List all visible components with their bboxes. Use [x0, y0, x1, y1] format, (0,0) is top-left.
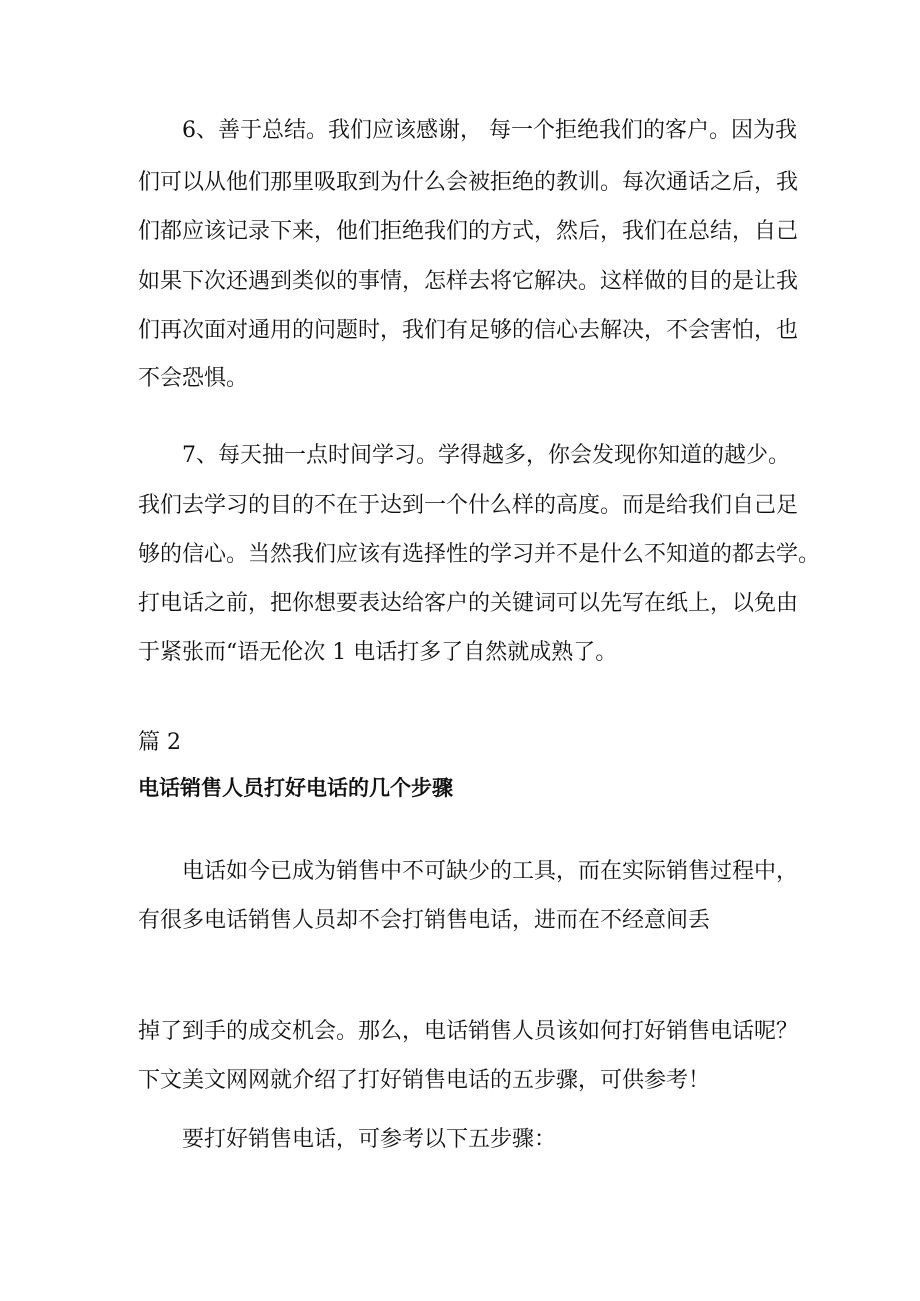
- section7-line-5: 于紧张而“语无伦次 1 电话打多了自然就成熟了。: [138, 640, 618, 665]
- section6-line-4: 如果下次还遇到类似的事情，怎样去将它解决。这样做的目的是让我: [138, 269, 799, 294]
- part2-title: 电话销售人员打好电话的几个步骤: [138, 776, 453, 800]
- part2-continue-line-2: 下文美文网网就介绍了打好销售电话的五步骤，可供参考！: [138, 1068, 711, 1093]
- part2-intro-line-1: 电话如今已成为销售中不可缺少的工具，而在实际销售过程中，: [182, 859, 799, 884]
- part2-label: 篇 2: [138, 730, 181, 755]
- section7-line-3: 够的信心。当然我们应该有选择性的学习并不是什么不知道的都去学。: [138, 542, 821, 567]
- section6-line-6: 不会恐惧。: [138, 366, 249, 391]
- section6-line-5: 们再次面对通用的问题时，我们有足够的信心去解决，不会害怕，也: [138, 318, 799, 343]
- section6-line-2: 们可以从他们那里吸取到为什么会被拒绝的教训。每次通话之后，我: [138, 170, 799, 195]
- section7-line-4: 打电话之前，把你想要表达给客户的关键词可以先写在纸上，以免由: [138, 591, 799, 616]
- section7-line-1: 7、每天抽一点时间学习。学得越多，你会发现你知道的越少。: [182, 443, 790, 468]
- section7-line-2: 我们去学习的目的不在于达到一个什么样的高度。而是给我们自己足: [138, 493, 799, 518]
- section6-line-3: 们都应该记录下来，他们拒绝我们的方式，然后，我们在总结，自己: [138, 219, 799, 244]
- part2-continue-line-1: 掉了到手的成交机会。那么，电话销售人员该如何打好销售电话呢？: [138, 1019, 799, 1044]
- part2-steps-intro: 要打好销售电话，可参考以下五步骤：: [182, 1127, 557, 1152]
- section6-line-1: 6、善于总结。我们应该感谢， 每一个拒绝我们的客户。因为我: [182, 118, 797, 143]
- part2-intro-line-2: 有很多电话销售人员却不会打销售电话，进而在不经意间丢: [138, 908, 711, 933]
